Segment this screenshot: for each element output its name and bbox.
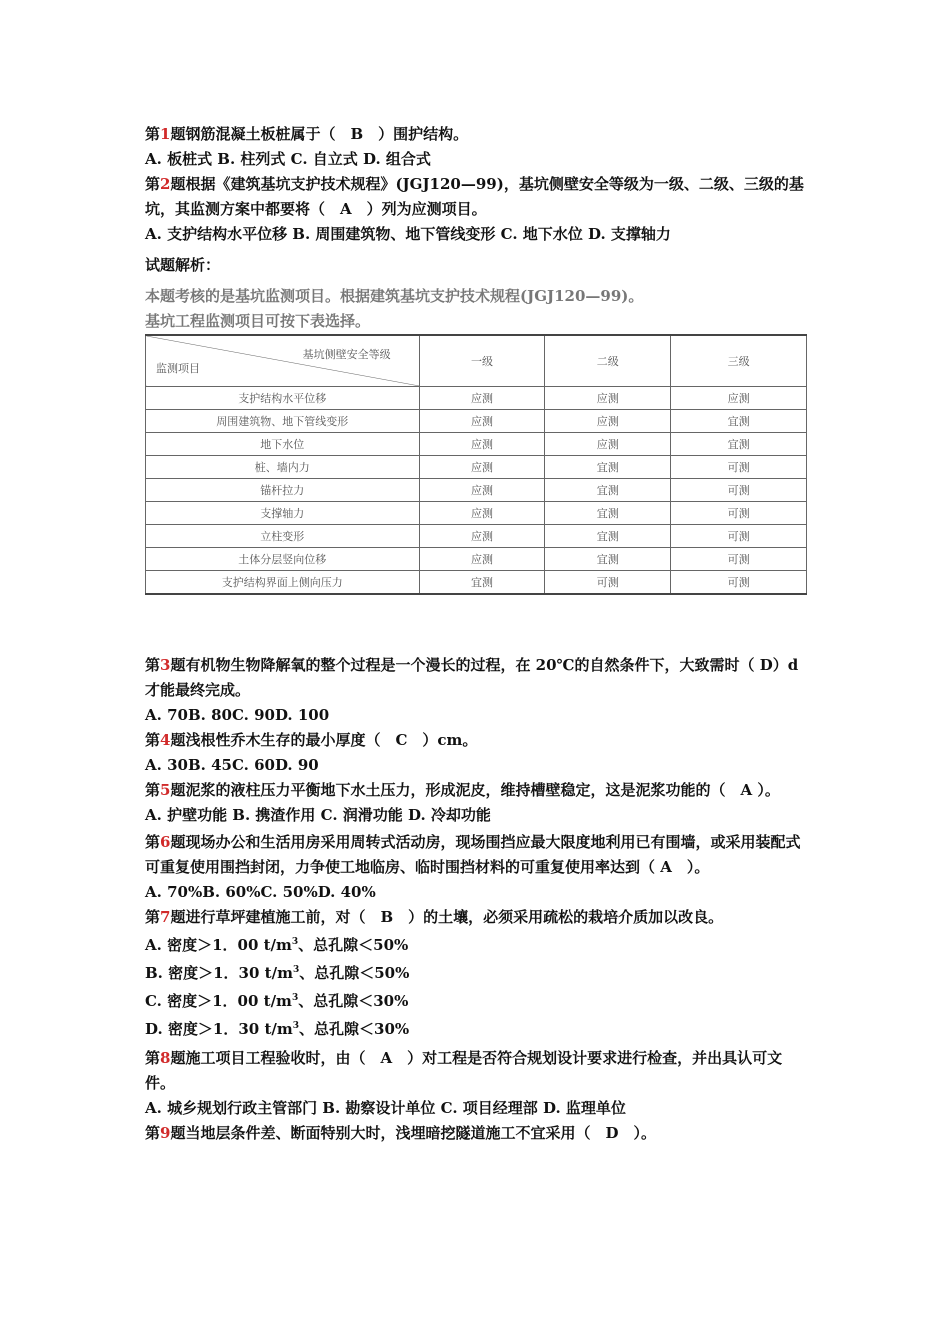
- question-4: 第4题浅根性乔木生存的最小厚度（ C ）cm。: [145, 731, 478, 749]
- table-cell: 宜测: [545, 548, 671, 571]
- question-number: 6: [160, 833, 171, 851]
- question-7-option-d: D. 密度＞1．30 $t/m^3$、总孔隙＜30%: [145, 1020, 410, 1038]
- table-cell: 应测: [419, 410, 545, 433]
- table-cell: 地下水位: [146, 433, 420, 456]
- table-cell: 宜测: [545, 525, 671, 548]
- question-8-options: A. 城乡规划行政主管部门 B. 勘察设计单位 C. 项目经理部 D. 监理单位: [145, 1099, 626, 1117]
- question-number: 5: [160, 781, 171, 799]
- question-7: 第7题进行草坪建植施工前，对（ B ）的土壤，必须采用疏松的栽培介质加以改良。: [145, 908, 724, 926]
- table-cell: 应测: [419, 548, 545, 571]
- document-page: [145, 122, 807, 1146]
- table-cell: 应测: [419, 479, 545, 502]
- table-cell: 宜测: [545, 456, 671, 479]
- table-cell: 应测: [419, 502, 545, 525]
- table-row: [146, 502, 807, 525]
- question-number: 7: [160, 908, 171, 926]
- question-number: 3: [160, 656, 171, 674]
- question-number: 8: [160, 1049, 171, 1067]
- table-row: [146, 479, 807, 502]
- table-cell: 宜测: [419, 571, 545, 595]
- analysis-line-1: 本题考核的是基坑监测项目。根据建筑基坑支护技术规程(JGJ120—99)。: [145, 287, 644, 305]
- table-cell: 周围建筑物、地下管线变形: [146, 410, 420, 433]
- table-cell: 宜测: [671, 410, 807, 433]
- table-cell: 可测: [671, 456, 807, 479]
- table-cell: 支护结构水平位移: [146, 387, 420, 410]
- question-9: 第9题当地层条件差、断面特别大时，浅埋暗挖隧道施工不宜采用（ D ）。: [145, 1124, 656, 1142]
- table-row: [146, 433, 807, 456]
- table-cell: 宜测: [545, 479, 671, 502]
- table-cell: 应测: [419, 525, 545, 548]
- table-header-cell: 三级: [671, 335, 807, 387]
- table-row: [146, 548, 807, 571]
- question-8: 第8题施工项目工程验收时，由（ A ）对工程是否符合规划设计要求进行检查，并出具认可文件。: [145, 1049, 783, 1092]
- table-cell: 可测: [545, 571, 671, 595]
- table-cell: 应测: [419, 433, 545, 456]
- table-cell: 应测: [671, 387, 807, 410]
- question-6-options: A. 70%B. 60%C. 50%D. 40%: [145, 883, 376, 901]
- table-cell: 应测: [419, 387, 545, 410]
- question-2: 第2题根据《建筑基坑支护技术规程》(JGJ120—99)，基坑侧壁安全等级为一级、二级、三级的基坑，其监测方案中都要将（ A ）列为应测项目。: [145, 175, 804, 218]
- table-cell: 可测: [671, 525, 807, 548]
- table-cell: 可测: [671, 548, 807, 571]
- table-header-cell: 二级: [545, 335, 671, 387]
- question-3: 第3题有机物生物降解氧的整个过程是一个漫长的过程，在 20℃的自然条件下，大致需时（ D）d 才能最终完成。: [145, 656, 799, 699]
- table-cell: 应测: [545, 433, 671, 456]
- corner-top-label: 基坑侧壁安全等级: [302, 348, 391, 361]
- table-cell: 应测: [545, 387, 671, 410]
- table-cell: 宜测: [671, 433, 807, 456]
- question-number: 4: [160, 731, 171, 749]
- table-row: [146, 571, 807, 595]
- question-5-options: A. 护壁功能 B. 携渣作用 C. 润滑功能 D. 冷却功能: [145, 806, 491, 824]
- table-row: [146, 456, 807, 479]
- question-7-option-a: A. 密度＞1．00 $t/m^3$、总孔隙＜50%: [145, 936, 409, 954]
- corner-bottom-label: 监测项目: [156, 362, 200, 375]
- table-cell: 可测: [671, 479, 807, 502]
- table-cell: 锚杆拉力: [146, 479, 420, 502]
- table-header-cell: 一级: [419, 335, 545, 387]
- monitoring-table: [145, 334, 807, 595]
- table-cell: 桩、墙内力: [146, 456, 420, 479]
- table-cell: 应测: [545, 410, 671, 433]
- analysis-line-2: 基坑工程监测项目可按下表选择。: [145, 312, 371, 330]
- question-number: 2: [160, 175, 171, 193]
- table-cell: 土体分层竖向位移: [146, 548, 420, 571]
- question-5: 第5题泥浆的液柱压力平衡地下水土压力，形成泥皮，维持槽壁稳定，这是泥浆功能的（ A ）。: [145, 781, 780, 799]
- table-cell: 应测: [419, 456, 545, 479]
- question-number: 1: [160, 125, 171, 143]
- table-row: [146, 387, 807, 410]
- table-cell: 可测: [671, 502, 807, 525]
- table-row: [146, 410, 807, 433]
- table-cell: 宜测: [545, 502, 671, 525]
- question-7-option-c: C. 密度＞1．00 $t/m^3$、总孔隙＜30%: [145, 992, 409, 1010]
- question-4-options: A. 30B. 45C. 60D. 90: [145, 756, 319, 774]
- question-number: 9: [160, 1124, 171, 1142]
- table-cell: 支护结构界面上侧向压力: [146, 571, 420, 595]
- table-cell: 可测: [671, 571, 807, 595]
- table-cell: 支撑轴力: [146, 502, 420, 525]
- table-row: [146, 525, 807, 548]
- table-cell: 立柱变形: [146, 525, 420, 548]
- question-3-options: A. 70B. 80C. 90D. 100: [145, 706, 330, 724]
- question-2-options: A. 支护结构水平位移 B. 周围建筑物、地下管线变形 C. 地下水位 D. 支撑轴力: [145, 225, 671, 243]
- question-1: 第1题钢筋混凝土板桩属于（ B ）围护结构。: [145, 125, 469, 143]
- table-corner-cell: [146, 335, 420, 387]
- question-6: 第6题现场办公和生活用房采用周转式活动房，现场围挡应最大限度地利用已有围墙，或采用装配式可重复使用围挡封闭，力争使工地临房、临时围挡材料的可重复使用率达到（ A ）。: [145, 833, 801, 876]
- table-header-row: [146, 335, 807, 387]
- question-1-options: A. 板桩式 B. 柱列式 C. 自立式 D. 组合式: [145, 150, 431, 168]
- analysis-heading: 试题解析：: [145, 256, 221, 274]
- question-7-option-b: B. 密度＞1．30 $t/m^3$、总孔隙＜50%: [145, 964, 410, 982]
